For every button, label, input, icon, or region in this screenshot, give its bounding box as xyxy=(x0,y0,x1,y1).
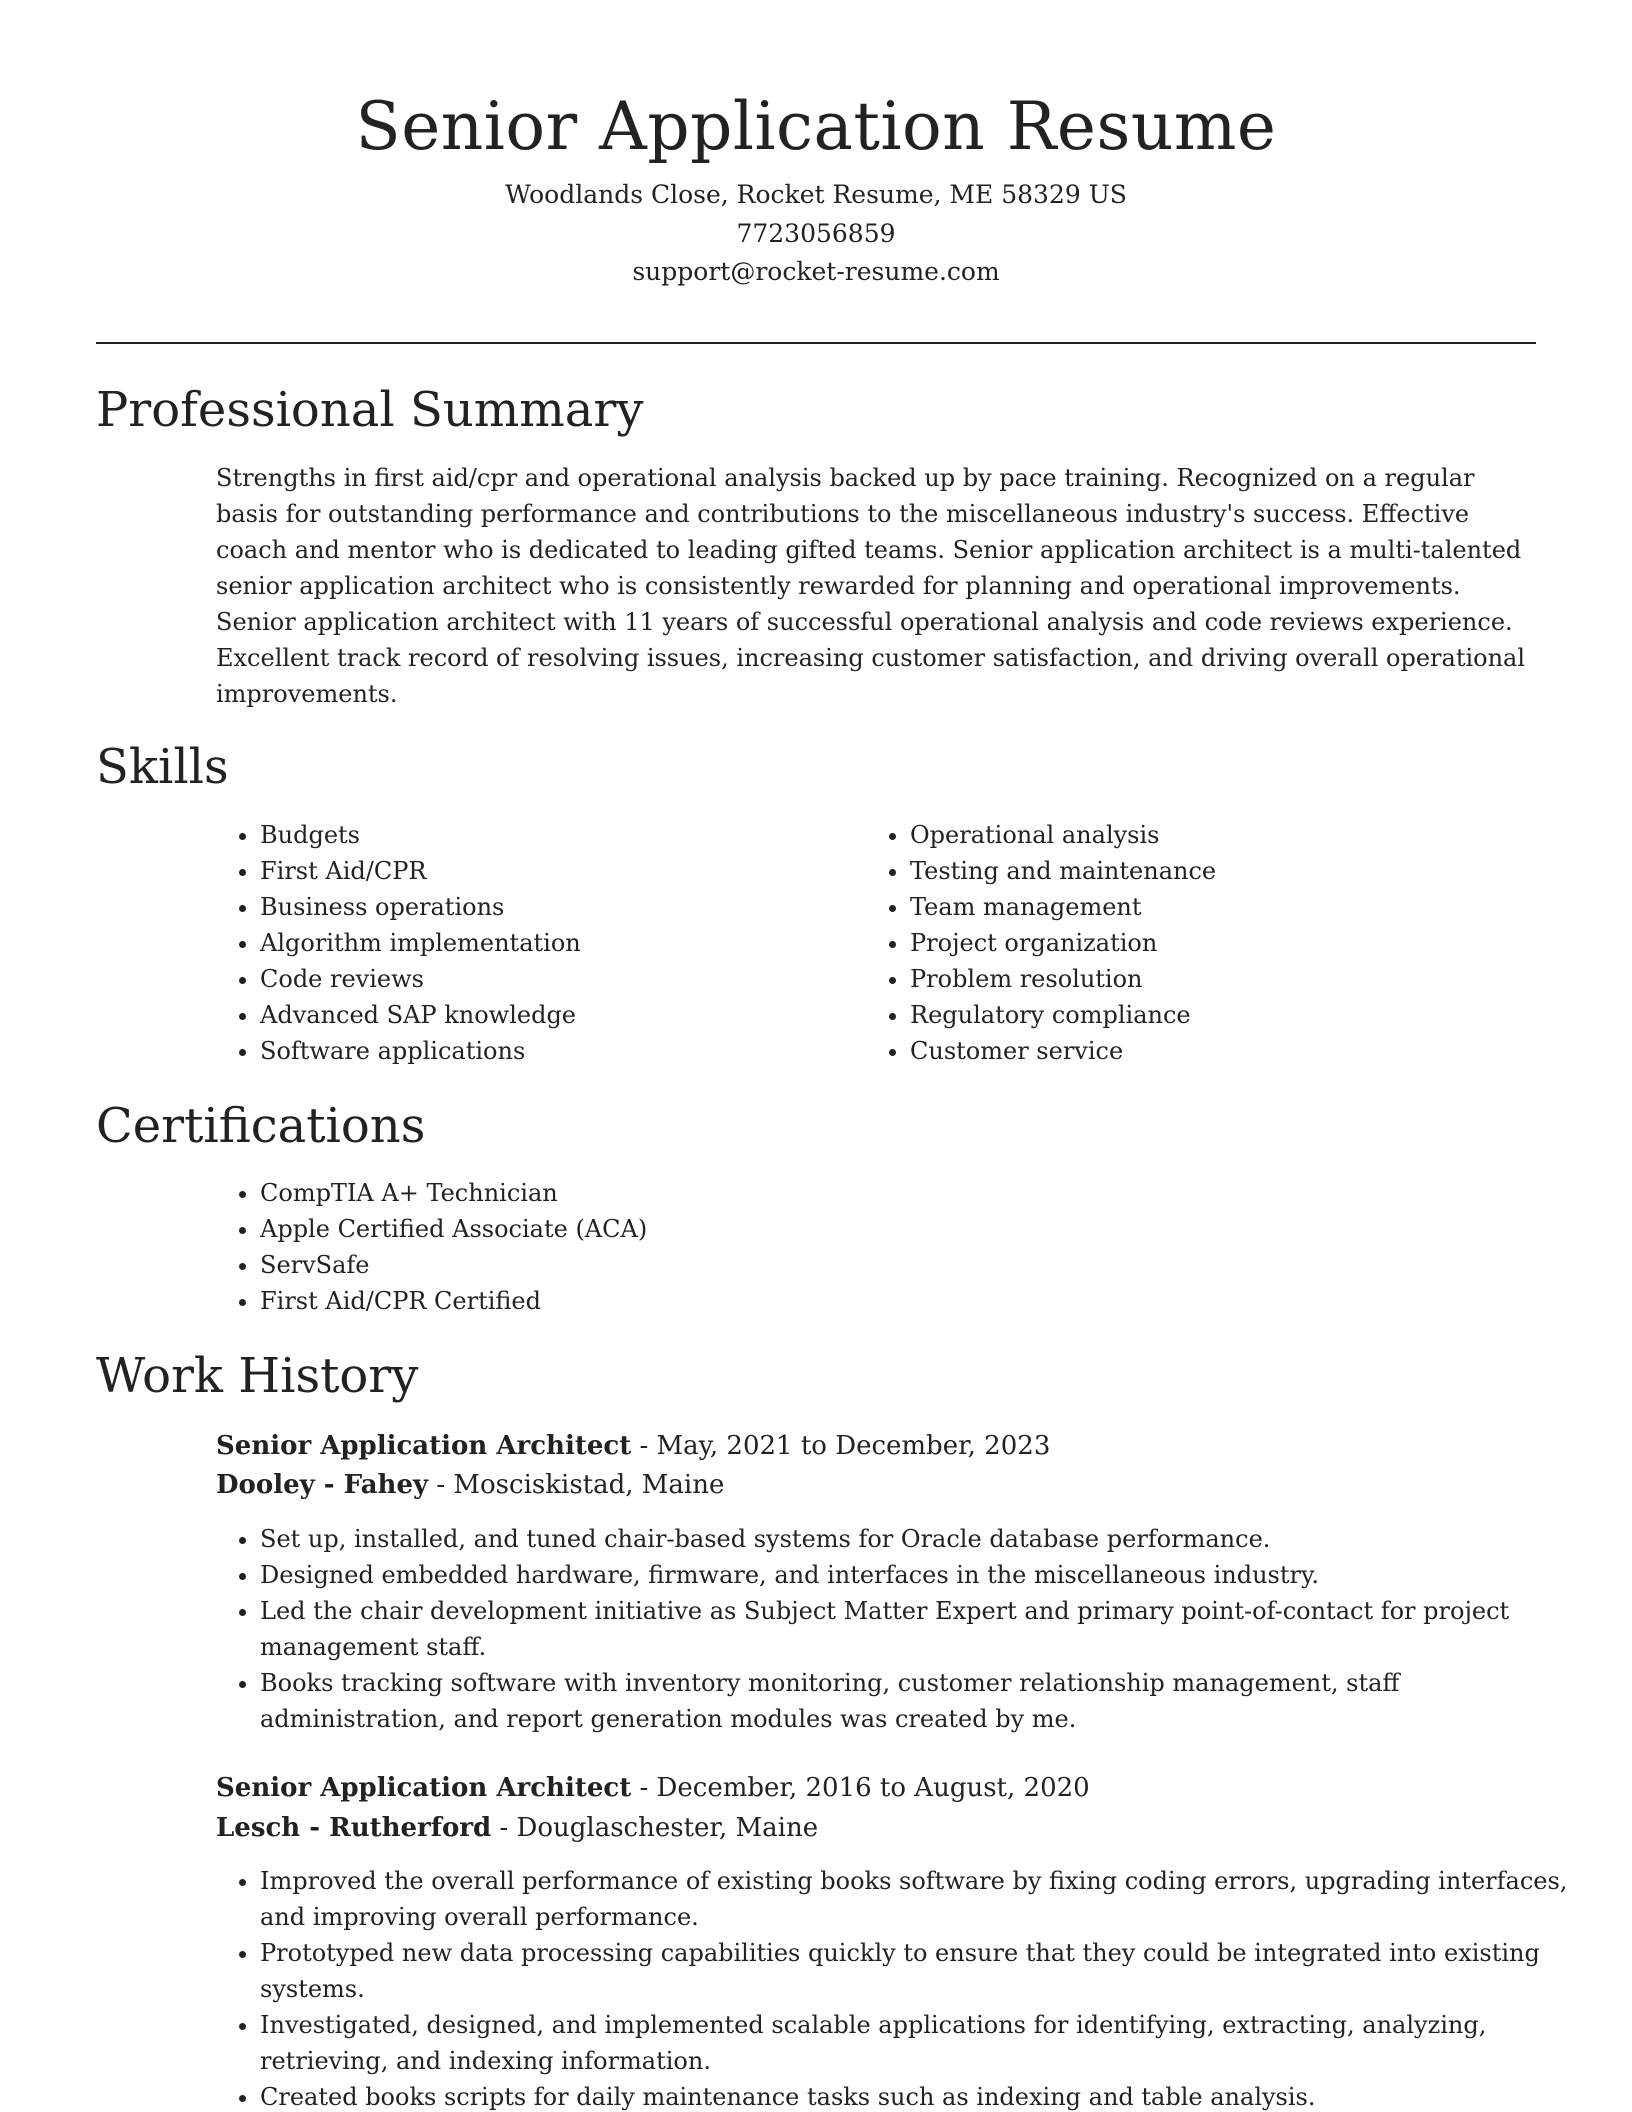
job-dates: - May, 2021 to December, 2023 xyxy=(631,1431,1051,1461)
skill-item: • Regulatory compliance xyxy=(910,997,1530,1033)
skill-item: • Algorithm implementation xyxy=(260,925,820,961)
skill-item: • First Aid/CPR xyxy=(260,853,820,889)
header-divider xyxy=(96,342,1536,344)
skill-item: • Operational analysis xyxy=(910,817,1530,853)
skills-list-right xyxy=(866,817,1530,1069)
certifications-heading: Certifications xyxy=(96,1098,426,1154)
skill-item: • Advanced SAP knowledge xyxy=(260,997,820,1033)
job-title-line xyxy=(216,1768,1536,1808)
job-location: - Douglaschester, Maine xyxy=(491,1813,819,1843)
skill-item: • Budgets xyxy=(260,817,820,853)
skill-item: • Problem resolution xyxy=(910,961,1530,997)
job-company-line xyxy=(216,1465,1536,1505)
job-duties-list xyxy=(216,1863,1580,2112)
job-duty-item: • Improved the overall performance of existing books software by fixing coding errors, upgrading interfaces, and improving overall performance. xyxy=(260,1863,1580,1935)
job-duty-item: • Designed embedded hardware, firmware, and interfaces in the miscellaneous industry. xyxy=(260,1557,1580,1593)
certification-item: • Apple Certified Associate (ACA) xyxy=(260,1211,1580,1247)
certification-item: • CompTIA A+ Technician xyxy=(260,1175,1580,1211)
job-company-line xyxy=(216,1808,1536,1848)
skill-item: • Software applications xyxy=(260,1033,820,1069)
job-location: - Mosciskistad, Maine xyxy=(428,1470,725,1500)
job-duty-item: • Investigated, designed, and implemented scalable applications for identifying, extracting, analyzing, retrieving, and indexing information. xyxy=(260,2007,1580,2079)
job-duty-item: • Set up, installed, and tuned chair-based systems for Oracle database performance. xyxy=(260,1521,1580,1557)
job-duty-item: • Books tracking software with inventory monitoring, customer relationship management, staff administration, and report generation modules was created by me. xyxy=(260,1665,1580,1737)
skill-item: • Business operations xyxy=(260,889,820,925)
summary-heading: Professional Summary xyxy=(96,382,644,438)
skill-item: • Project organization xyxy=(910,925,1530,961)
skill-item: • Customer service xyxy=(910,1033,1530,1069)
job-dates: - December, 2016 to August, 2020 xyxy=(631,1773,1090,1803)
job-duty-item: • Created books scripts for daily maintenance tasks such as indexing and table analysis. xyxy=(260,2079,1580,2112)
skills-heading: Skills xyxy=(96,739,229,795)
job-title-line xyxy=(216,1426,1536,1466)
certifications-list xyxy=(216,1175,1580,1319)
job-duties-list xyxy=(216,1521,1580,1737)
contact-block xyxy=(0,176,1632,292)
skill-item: • Team management xyxy=(910,889,1530,925)
job-company: Dooley - Fahey xyxy=(216,1470,429,1500)
certification-item: • First Aid/CPR Certified xyxy=(260,1283,1580,1319)
candidate-name: Senior Application Resume xyxy=(355,88,1277,165)
job-duty-item: • Prototyped new data processing capabilities quickly to ensure that they could be integrated into existing systems. xyxy=(260,1935,1580,2007)
contact-address: Woodlands Close, Rocket Resume, ME 58329 US xyxy=(505,180,1127,209)
resume-header xyxy=(0,82,1632,292)
work-history-heading: Work History xyxy=(96,1348,419,1404)
skill-item: • Testing and maintenance xyxy=(910,853,1530,889)
job-duty-item: • Led the chair development initiative as Subject Matter Expert and primary point-of-contact for project management staff. xyxy=(260,1593,1580,1665)
skill-item: • Code reviews xyxy=(260,961,820,997)
skills-list-left xyxy=(216,817,820,1069)
contact-email: support@rocket-resume.com xyxy=(632,257,1000,286)
job-role: Senior Application Architect xyxy=(216,1773,632,1803)
certification-item: • ServSafe xyxy=(260,1247,1580,1283)
summary-text: Strengths in first aid/cpr and operational analysis backed up by pace training. Recognized on a regular basis for outstanding performance and contributions to the miscellaneous industry's success. Effective coach and mentor who is dedicated to leading gifted teams. Senior application architect is a multi-talented senior application architect who is consistently rewarded for planning and operational improvements. Senior application architect with 11 years of successful operational analysis and code reviews experience. Excellent track record of resolving issues, increasing customer satisfaction, and driving overall operational improvements. xyxy=(216,464,1526,708)
job-company: Lesch - Rutherford xyxy=(216,1813,492,1843)
job-role: Senior Application Architect xyxy=(216,1431,632,1461)
contact-phone: 7723056859 xyxy=(736,218,896,248)
